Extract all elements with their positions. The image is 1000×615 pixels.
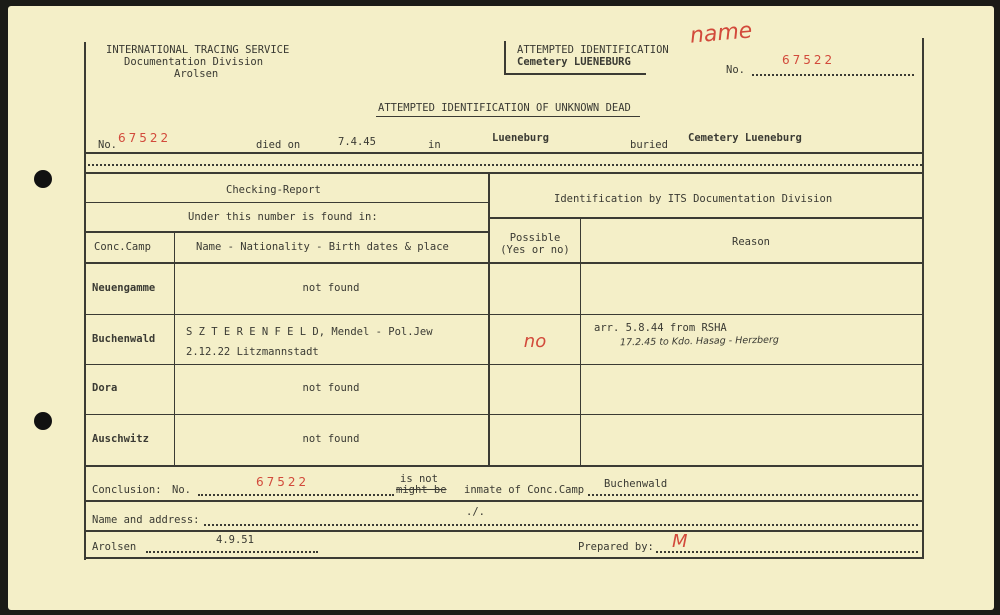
conclusion-camp: Buchenwald	[604, 478, 668, 490]
frame-left	[84, 42, 86, 560]
footer-date: 4.9.51	[216, 534, 254, 546]
conclusion-is-not: is not	[400, 473, 438, 485]
header-number: 67522	[782, 53, 836, 67]
name-address-bottom-line	[84, 530, 924, 532]
died-on-date: 7.4.45	[338, 136, 376, 148]
org-line-1: INTERNATIONAL TRACING SERVICE	[106, 44, 290, 56]
reason-column-header: Reason	[732, 236, 770, 248]
possible-column-header-1: Possible	[509, 232, 561, 244]
punch-hole-top	[34, 170, 52, 188]
camp-column-line	[174, 233, 175, 465]
burial-place: Cemetery Lueneburg	[688, 132, 802, 144]
under-number-line	[84, 231, 488, 233]
prepared-by-signature: M	[672, 531, 688, 552]
footer-date-line	[146, 551, 318, 553]
index-card	[8, 6, 994, 610]
row-1-name: not found	[302, 282, 360, 294]
record-line	[84, 152, 924, 154]
form-title-underline	[376, 116, 640, 117]
row-2-reason-1: arr. 5.8.44 from RSHA	[594, 322, 727, 334]
column-header-line	[84, 262, 924, 264]
died-on-label: died on	[256, 139, 301, 151]
form-title: ATTEMPTED IDENTIFICATION OF UNKNOWN DEAD	[378, 102, 631, 114]
name-address-line	[204, 524, 918, 526]
row-4-name: not found	[302, 433, 360, 445]
handwritten-name-note: name	[688, 18, 754, 49]
name-column-header: Name - Nationality - Birth dates & place	[196, 241, 449, 253]
cemetery-label: Cemetery LUENEBURG	[517, 56, 631, 68]
death-place: Lueneburg	[492, 132, 549, 144]
table-top-line	[84, 172, 924, 174]
row-2-birth: 2.12.22 Litzmannstadt	[186, 346, 319, 358]
under-number-header: Under this number is found in:	[188, 211, 378, 223]
row-2-name: S Z T E R E N F E L D, Mendel - Pol.Jew	[186, 326, 433, 338]
checking-report-line	[84, 202, 488, 203]
header-no-label: No.	[726, 64, 745, 76]
row-line-3	[84, 414, 924, 415]
name-address-label: Name and address:	[92, 514, 200, 526]
row-line-1	[84, 314, 924, 315]
record-number: 67522	[118, 131, 172, 145]
frame-right	[922, 38, 924, 558]
conclusion-number: 67522	[256, 475, 310, 489]
row-line-2	[84, 364, 924, 365]
checking-report-header: Checking-Report	[226, 184, 321, 196]
record-separator	[84, 164, 922, 166]
row-2-reason-2: 17.2.45 to Kdo. Hasag - Herzberg	[619, 334, 779, 349]
row-3-name: not found	[302, 382, 360, 394]
row-3-camp: Dora	[92, 382, 118, 394]
conclusion-no-label: No.	[172, 484, 191, 496]
table-bottom-line	[84, 465, 924, 467]
conclusion-might-be: might be	[396, 484, 447, 496]
camp-column-header: Conc.Camp	[94, 241, 151, 253]
conclusion-camp-line	[588, 494, 918, 496]
identification-line	[490, 217, 922, 219]
header-number-line	[752, 74, 914, 76]
name-address-value: ./.	[466, 506, 485, 518]
possible-column-line	[580, 217, 581, 465]
org-line-2: Documentation Division	[124, 56, 264, 68]
prepared-by-label: Prepared by:	[578, 541, 654, 553]
punch-hole-bottom	[34, 412, 52, 430]
row-1-camp: Neuengamme	[92, 282, 156, 294]
conclusion-label: Conclusion:	[92, 484, 162, 496]
identification-header: Identification by ITS Documentation Division	[554, 193, 833, 205]
record-no-label: No.	[98, 139, 117, 151]
org-line-3: Arolsen	[174, 68, 219, 80]
header-box-bottom	[504, 73, 646, 75]
header-box-left	[504, 41, 506, 75]
possible-column-header-2: (Yes or no)	[500, 244, 570, 256]
attempted-identification-label: ATTEMPTED IDENTIFICATION	[517, 44, 669, 56]
conclusion-bottom-line	[84, 500, 924, 502]
row-4-camp: Auschwitz	[92, 433, 149, 445]
prepared-by-line	[656, 551, 918, 553]
buried-label: buried	[630, 139, 668, 151]
row-2-camp: Buchenwald	[92, 333, 156, 345]
row-2-possible: no	[523, 331, 547, 352]
in-label: in	[428, 139, 441, 151]
footer-place: Arolsen	[92, 541, 137, 553]
card-bottom-line	[84, 557, 924, 559]
conclusion-number-line	[198, 494, 394, 496]
conclusion-inmate-text: inmate of Conc.Camp	[464, 484, 585, 496]
